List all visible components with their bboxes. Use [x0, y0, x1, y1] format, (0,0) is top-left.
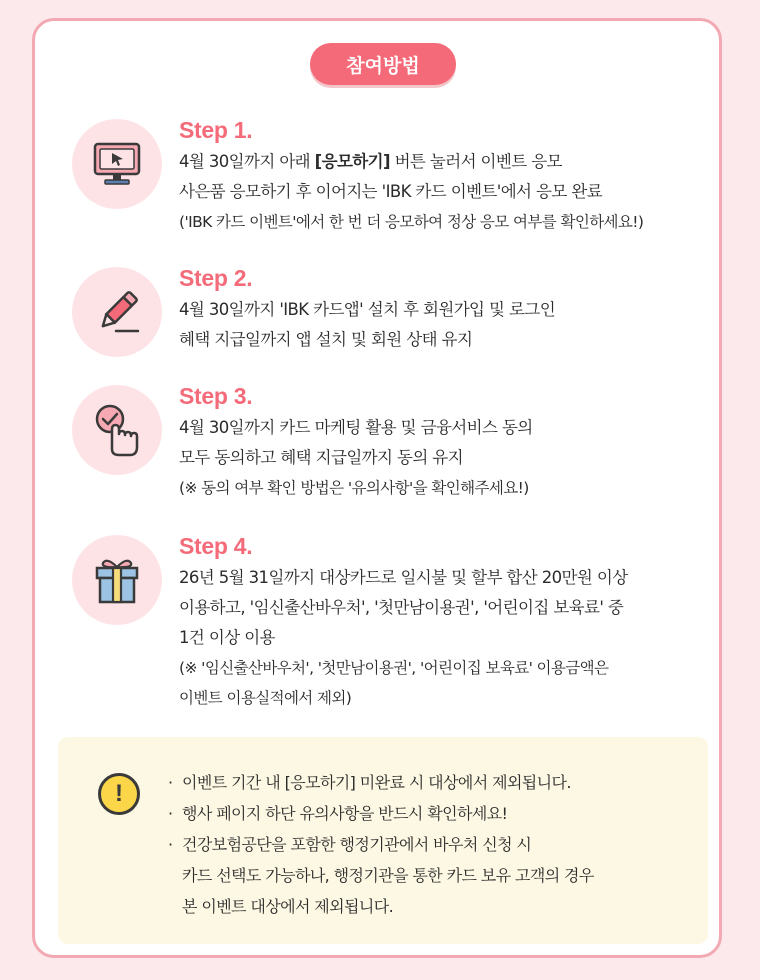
- section-title-badge: 참여방법: [310, 43, 456, 85]
- step-1-line-2: 사은품 응모하기 후 이어지는 'IBK 카드 이벤트'에서 응모 완료: [179, 182, 603, 201]
- notice-list: [168, 767, 594, 922]
- step-4-line-1: 26년 5월 31일까지 대상카드로 일시불 및 할부 합산 20만원 이상: [179, 568, 628, 587]
- pencil-icon: [72, 267, 162, 357]
- bullet: ·: [168, 773, 173, 792]
- notice-box: [58, 737, 708, 944]
- step-1-title: Step 1.: [179, 117, 253, 143]
- step-1-line-3: ('IBK 카드 이벤트'에서 한 번 더 응모하여 정상 응모 여부를 확인하세요!): [179, 213, 644, 231]
- step-1-line-1: [179, 147, 643, 177]
- step-2-line-2: 혜택 지급일까지 앱 설치 및 회원 상태 유지: [179, 330, 473, 349]
- gift-icon: [72, 535, 162, 625]
- step-3-line-2: 모두 동의하고 혜택 지급일까지 동의 유지: [179, 448, 463, 467]
- step-1-content: [179, 113, 643, 237]
- step-3-line-1: 4월 30일까지 카드 마케팅 활용 및 금융서비스 동의: [179, 418, 533, 437]
- step-2-line-1: 4월 30일까지 'IBK 카드앱' 설치 후 회원가입 및 로그인: [179, 300, 556, 319]
- step-1-line-1-post: 버튼 눌러서 이벤트 응모: [389, 152, 562, 171]
- step-4-line-2: 이용하고, '임신출산바우처', '첫만남이용권', '어린이집 보육료' 중: [179, 598, 624, 617]
- monitor-cursor-icon: [72, 119, 162, 209]
- notice-item-continuation: 본 이벤트 대상에서 제외됩니다.: [182, 897, 394, 916]
- step-4-line-3: 1건 이상 이용: [179, 628, 275, 647]
- step-1-line-1-pre: 4월 30일까지 아래: [179, 152, 315, 171]
- notice-item: [168, 767, 594, 798]
- exclamation-icon: !: [98, 773, 140, 815]
- participation-card: [32, 18, 722, 958]
- bullet: ·: [168, 804, 173, 823]
- notice-item-continuation: 카드 선택도 가능하나, 행정기관을 통한 카드 보유 고객의 경우: [182, 866, 594, 885]
- notice-item-text: 이벤트 기간 내 [응모하기] 미완료 시 대상에서 제외됩니다.: [182, 773, 571, 792]
- step-4-title: Step 4.: [179, 533, 253, 559]
- step-4-content: [179, 529, 628, 713]
- apply-button-reference: [응모하기]: [314, 152, 390, 171]
- bullet: ·: [168, 835, 173, 854]
- notice-item: [168, 829, 594, 860]
- notice-item-text: 건강보험공단을 포함한 행정기관에서 바우처 신청 시: [182, 835, 532, 854]
- hand-check-icon: [72, 385, 162, 475]
- notice-item-text: 행사 페이지 하단 유의사항을 반드시 확인하세요!: [182, 804, 508, 823]
- step-2-title: Step 2.: [179, 265, 253, 291]
- step-4-line-4: (※ '임신출산바우처', '첫만남이용권', '어린이집 보육료' 이용금액은: [179, 659, 609, 677]
- step-3-content: [179, 379, 533, 503]
- step-4-line-5: 이벤트 이용실적에서 제외): [179, 689, 352, 707]
- step-3-title: Step 3.: [179, 383, 253, 409]
- step-2-content: [179, 261, 555, 355]
- notice-item: [168, 798, 594, 829]
- step-3-line-3: (※ 동의 여부 확인 방법은 '유의사항'을 확인해주세요!): [179, 479, 529, 497]
